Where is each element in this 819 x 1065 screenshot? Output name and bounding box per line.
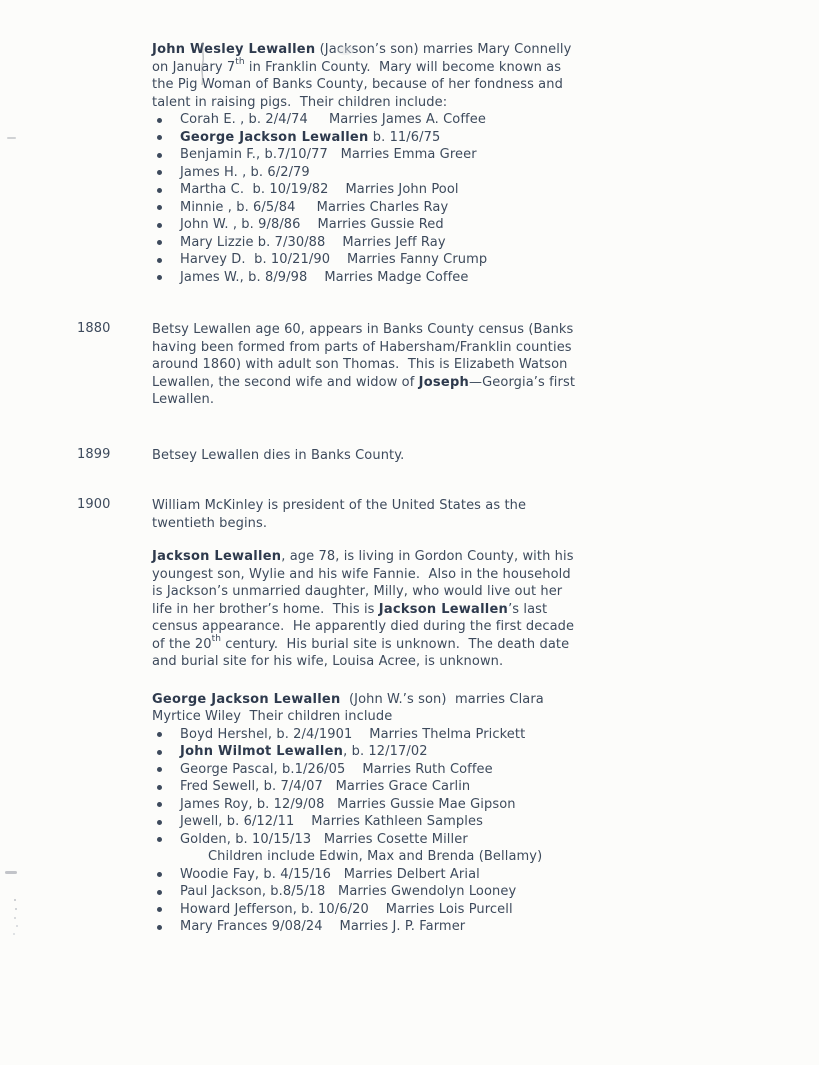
- body-text: century. His burial site is unknown. The death date: [221, 636, 570, 652]
- body-text: Fred Sewell, b. 7/4/07 Marries Grace Carlin: [180, 779, 471, 794]
- paragraph: [152, 447, 622, 465]
- body-text: and burial site for his wife, Louisa Acree, is unknown.: [152, 654, 504, 669]
- body-text: Children include Edwin, Max and Brenda (Bellamy): [208, 849, 543, 864]
- text-line: [152, 653, 622, 671]
- body-text: (Jackson’s son) marries Mary Connelly: [315, 42, 572, 57]
- list-item: [152, 796, 622, 814]
- text-line: [152, 618, 622, 636]
- text-line: [152, 636, 622, 654]
- text-line: [152, 59, 622, 77]
- bold-name-text: George Jackson Lewallen: [180, 129, 369, 145]
- body-text: ’s last: [508, 601, 548, 617]
- list-item: [152, 743, 622, 761]
- list-item: [152, 883, 622, 901]
- text-line: [152, 566, 622, 584]
- bold-name-text: John Wesley Lewallen: [152, 42, 316, 57]
- body-text: Lewallen, the second wife and widow of: [152, 374, 419, 390]
- bold-name-text: John Wilmot Lewallen: [180, 744, 344, 759]
- body-text: Golden, b. 10/15/13 Marries Cosette Miller: [180, 831, 468, 847]
- list-item: [152, 726, 622, 744]
- body-text: census appearance. He apparently died during the first decade: [152, 619, 575, 634]
- entry-content: [152, 321, 622, 409]
- list-item: [152, 813, 622, 831]
- entry-content: [152, 691, 622, 936]
- superscript-text: th: [235, 57, 245, 68]
- text-line: [152, 374, 622, 392]
- list-item: [152, 111, 622, 129]
- body-text: Betsy Lewallen age 60, appears in Banks County census (Banks: [152, 322, 574, 337]
- text-line: [152, 76, 622, 94]
- body-text: James Roy, b. 12/9/08 Marries Gussie Mae Gipson: [180, 796, 516, 812]
- year-label: 1880: [77, 321, 111, 336]
- year-label: 1899: [77, 446, 111, 462]
- paragraph: [152, 41, 622, 111]
- timeline-row: [0, 548, 819, 671]
- body-text: Betsey Lewallen dies in Banks County.: [152, 447, 405, 463]
- list-item: [152, 181, 622, 199]
- text-line: [152, 548, 622, 566]
- children-list: [152, 111, 622, 286]
- paragraph: [152, 497, 622, 532]
- body-text: of the 20: [152, 636, 212, 652]
- text-line: [152, 339, 622, 357]
- paragraph: [152, 548, 622, 671]
- timeline-document: [0, 41, 819, 936]
- list-item: [152, 778, 622, 796]
- text-line: [152, 356, 622, 374]
- year-label: [0, 41, 152, 286]
- year-label: [0, 548, 152, 671]
- list-item: [152, 234, 622, 252]
- list-item: [152, 216, 622, 234]
- year-label: 1900: [77, 497, 111, 512]
- list-item: [152, 251, 622, 269]
- bold-name-text: Jackson Lewallen: [378, 601, 509, 617]
- body-text: James W., b. 8/9/98 Marries Madge Coffee: [180, 269, 469, 285]
- list-item: [152, 866, 622, 884]
- body-text: on January 7: [152, 59, 236, 75]
- body-text: life in her brother’s home. This is: [152, 601, 379, 617]
- body-text: , age 78, is living in Gordon County, with his: [281, 549, 574, 564]
- body-text: (John W.’s son) marries Clara: [340, 691, 544, 707]
- body-text: John W. , b. 9/8/86 Marries Gussie Red: [180, 217, 444, 232]
- list-item: [152, 901, 622, 919]
- list-item: [152, 146, 622, 164]
- text-line: [152, 583, 622, 601]
- timeline-row: [0, 447, 819, 465]
- body-text: Howard Jefferson, b. 10/6/20 Marries Lois Purcell: [180, 901, 513, 917]
- year-label: [0, 691, 152, 936]
- paragraph: [152, 691, 622, 726]
- body-text: Harvey D. b. 10/21/90 Marries Fanny Crump: [180, 252, 488, 267]
- body-text: William McKinley is president of the United States as the: [152, 498, 527, 513]
- text-line: [152, 41, 622, 59]
- list-continuation-line: [152, 848, 622, 866]
- body-text: Corah E. , b. 2/4/74 Marries James A. Coffee: [180, 112, 486, 127]
- list-item: [152, 831, 622, 849]
- body-text: Myrtice Wiley Their children include: [152, 709, 393, 724]
- list-item: [152, 129, 622, 147]
- entry-content: [152, 548, 622, 671]
- body-text: is Jackson’s unmarried daughter, Milly, who would live out her: [152, 584, 563, 599]
- list-item: [152, 269, 622, 287]
- bold-name-text: Jackson Lewallen: [152, 549, 282, 564]
- text-line: [152, 497, 622, 515]
- body-text: twentieth begins.: [152, 515, 268, 531]
- document-page: [0, 41, 819, 1065]
- body-text: Martha C. b. 10/19/82 Marries John Pool: [180, 182, 459, 197]
- body-text: Paul Jackson, b.8/5/18 Marries Gwendolyn Looney: [180, 884, 517, 899]
- body-text: the Pig Woman of Banks County, because of her fondness and: [152, 77, 563, 92]
- body-text: Minnie , b. 6/5/84 Marries Charles Ray: [180, 199, 449, 215]
- body-text: Woodie Fay, b. 4/15/16 Marries Delbert Arial: [180, 866, 480, 882]
- body-text: Benjamin F., b.7/10/77 Marries Emma Greer: [180, 147, 477, 162]
- bold-name-text: George Jackson Lewallen: [152, 691, 341, 707]
- entry-content: [152, 41, 622, 286]
- list-item: [152, 761, 622, 779]
- list-item: [152, 199, 622, 217]
- text-line: [152, 691, 622, 709]
- text-line: [152, 447, 622, 465]
- body-text: Mary Frances 9/08/24 Marries J. P. Farmer: [180, 919, 466, 934]
- timeline-row: [0, 321, 819, 409]
- body-text: talent in raising pigs. Their children include:: [152, 94, 448, 110]
- body-text: —Georgia’s first: [469, 374, 576, 390]
- paragraph: [152, 321, 622, 409]
- body-text: youngest son, Wylie and his wife Fannie. Also in the household: [152, 566, 571, 582]
- bold-name-text: Joseph: [418, 374, 470, 390]
- body-text: , b. 12/17/02: [343, 744, 428, 759]
- entry-content: [152, 447, 622, 465]
- body-text: Jewell, b. 6/12/11 Marries Kathleen Samples: [180, 814, 483, 829]
- body-text: Lewallen.: [152, 392, 215, 407]
- timeline-row: [0, 691, 819, 936]
- timeline-row: [0, 41, 819, 286]
- body-text: Boyd Hershel, b. 2/4/1901 Marries Thelma Prickett: [180, 726, 526, 742]
- body-text: having been formed from parts of Habersham/Franklin counties: [152, 339, 572, 355]
- body-text: James H. , b. 6/2/79: [180, 164, 310, 180]
- text-line: [152, 708, 622, 726]
- entry-content: [152, 497, 622, 532]
- text-line: [152, 94, 622, 112]
- list-item: [152, 918, 622, 936]
- children-list: [152, 726, 622, 936]
- text-line: [152, 515, 622, 533]
- body-text: in Franklin County. Mary will become known as: [244, 59, 562, 75]
- body-text: Mary Lizzie b. 7/30/88 Marries Jeff Ray: [180, 234, 446, 250]
- body-text: b. 11/6/75: [368, 129, 441, 145]
- text-line: [152, 391, 622, 409]
- text-line: [152, 601, 622, 619]
- text-line: [152, 321, 622, 339]
- list-item: [152, 164, 622, 182]
- superscript-text: th: [211, 634, 222, 645]
- body-text: around 1860) with adult son Thomas. This is Elizabeth Watson: [152, 357, 568, 372]
- timeline-row: [0, 497, 819, 532]
- body-text: George Pascal, b.1/26/05 Marries Ruth Coffee: [180, 761, 493, 777]
